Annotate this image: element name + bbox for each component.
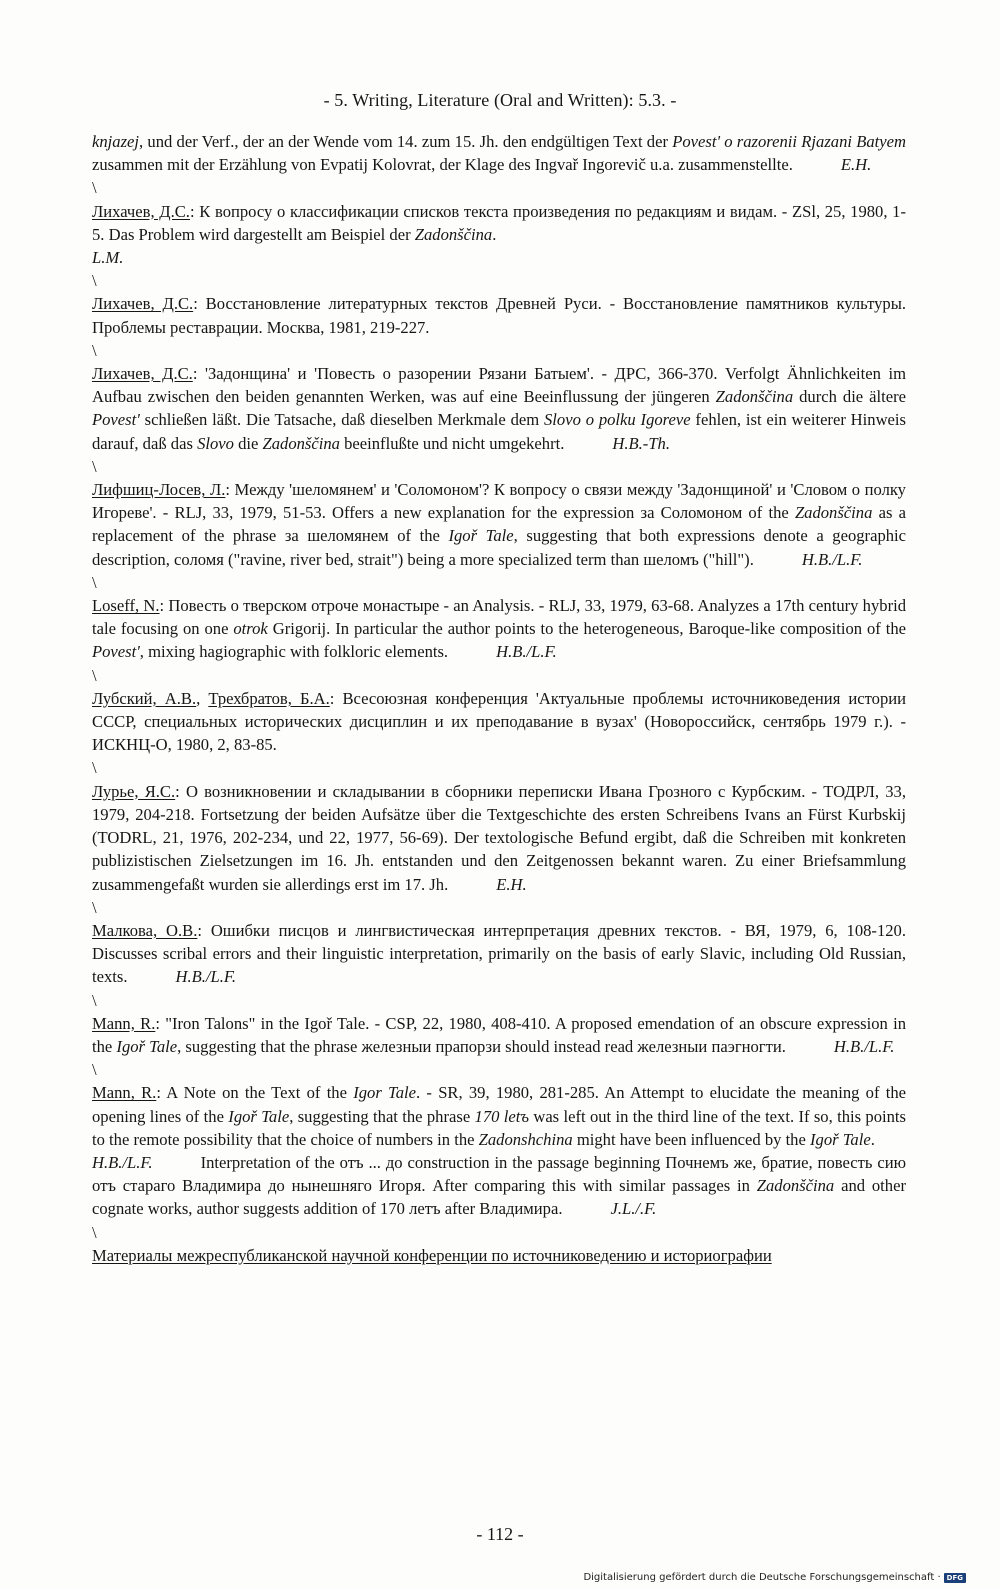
- entry-text: : "Iron Talons" in the Igoř Tale. - CSP, 22, 1980, 408-410. A proposed emendation of an obscure expression in the: [92, 1013, 906, 1056]
- entry-separator: \: [92, 1060, 97, 1080]
- entry-text: : Повесть о тверском отроче монастыре - an Analysis. - RLJ, 33, 1979, 63-68. Analyzes a 17th century hybrid tale focusing on one: [92, 596, 907, 639]
- entry-author: Лифшиц-Лосев, Л.: [92, 480, 226, 500]
- reviewer-initials: H.B./L.F.: [175, 967, 237, 987]
- entry-separator: \: [92, 456, 97, 476]
- entry-text: ,: [196, 688, 209, 708]
- bibliography-entry: [92, 478, 906, 571]
- italic-title: Igoř Tale: [116, 1036, 178, 1056]
- entry-author: Трехбратов, Б.А.: [208, 688, 330, 708]
- italic-title: Zadonshchina: [478, 1129, 573, 1149]
- italic-title: Igor Tale: [353, 1083, 417, 1103]
- entry-text: as a replacement of the phrase за шеломянем of the: [92, 503, 906, 546]
- entry-text: , mixing hagiographic with folkloric elements.: [139, 642, 449, 662]
- entry-text: : Восстановление литературных текстов Древней Руси. - Восстановление памятников культуры. Проблемы реставрации. Москва, 1981, 219-227.: [92, 294, 906, 337]
- italic-title: knjazej: [92, 132, 140, 151]
- entry-author: Материалы межреспубликанской научной конференции по источниковедению и историографии: [92, 1245, 772, 1265]
- entry-separator: \: [92, 665, 97, 685]
- italic-title: 170 letъ: [474, 1106, 529, 1126]
- italic-title: Slovo o polku Igoreve: [544, 410, 691, 430]
- credit-text: Digitalisierung gefördert durch die Deutsche Forschungsgemeinschaft ·: [583, 1572, 941, 1583]
- entry-author: Лубский, А.В.: [92, 688, 197, 708]
- entry-text: , suggesting that the phrase: [289, 1106, 475, 1126]
- entry-text: durch die ältere: [793, 387, 907, 407]
- entry-text: : Ошибки писцов и лингвистическая интерпретация древних текстов. - ВЯ, 1979, 6, 108-120. Discusses scribal errors and their linguistic interpretation, primarily on the basis of early Slavic, including Old Russian, texts.: [92, 920, 906, 987]
- page-number: - 112 -: [476, 1524, 524, 1544]
- entry-text: .: [492, 224, 497, 244]
- entry-author: Лурье, Я.С.: [92, 781, 176, 801]
- bibliography-entry: [92, 594, 906, 664]
- entry-separator: \: [92, 758, 97, 778]
- bibliography-body: [92, 130, 906, 1267]
- bibliography-entry: [92, 362, 906, 455]
- bibliography-entry: [92, 200, 906, 270]
- reviewer-initials: E.H.: [496, 874, 527, 894]
- entry-separator: \: [92, 572, 97, 592]
- italic-title: Igoř Tale: [228, 1106, 290, 1126]
- entry-separator: \: [92, 340, 97, 360]
- digitization-credit: [583, 1572, 966, 1583]
- reviewer-initials: L.M.: [92, 248, 124, 268]
- bibliography-entry: [92, 1244, 906, 1267]
- reviewer-initials: J.L./.F.: [610, 1199, 657, 1219]
- entry-text: zusammen mit der Erzählung von Evpatij Kolovrat, der Klage des Ingvař Ingorevič u.a. zusammenstellte.: [92, 155, 793, 175]
- entry-text: was left out in the third line of the text. If so, this points to the remote possibility that the choice of numbers in the: [92, 1106, 906, 1149]
- reviewer-initials: H.B.-Th.: [612, 433, 671, 453]
- entry-text: : Всесоюзная конференция 'Актуальные проблемы источниковедения истории СССР, специальных исторических дисциплин и их преподавание в вузах' (Новороссийск, сентябрь 1979 г.). - ИСКНЦ-О, 1980, 2, 83-85.: [92, 688, 907, 755]
- reviewer-initials: H.B./L.F.: [833, 1036, 895, 1056]
- entry-text: . - SR, 39, 1980, 281-285. An Attempt to elucidate the meaning of the opening lines of the: [92, 1083, 906, 1126]
- entry-text: beeinflußte und nicht umgekehrt.: [339, 433, 565, 453]
- reviewer-initials: H.B./L.F.: [496, 642, 557, 662]
- entry-text: Interpretation of the отъ ... до construction in the passage beginning Почнемъ же, братие, повесть сию отъ стараго Владимира до нынешняго Игоря. After comparing this with similar passages in: [92, 1152, 906, 1196]
- italic-title: Zadonščina: [715, 387, 794, 407]
- entry-author: Mann, R.: [92, 1013, 156, 1033]
- italic-title: Zadonščina: [414, 224, 493, 244]
- entry-separator: \: [92, 990, 97, 1010]
- bibliography-entry: [92, 780, 906, 896]
- entry-separator: \: [92, 178, 97, 198]
- entry-text: might have been influenced by the: [572, 1129, 810, 1149]
- entry-separator: \: [92, 271, 97, 291]
- entry-author: Mann, R.: [92, 1083, 157, 1103]
- italic-title: Zadonščina: [756, 1176, 835, 1196]
- reviewer-initials: H.B./L.F.: [801, 549, 863, 569]
- entry-author: Лихачев, Д.С.: [92, 294, 194, 314]
- entry-text: Grigorij. In particular the author points to the heterogeneous, Baroque-like composition of the: [267, 619, 906, 639]
- entry-text: : Между 'шеломянем' и 'Соломоном'? К вопросу о связи между 'Задонщиной' и 'Словом о полку Игореве'. - RLJ, 33, 1979, 51-53. Offers a new explanation for the expression за Соломоном of the: [92, 480, 906, 523]
- italic-title: Igoř Tale: [448, 526, 514, 546]
- italic-title: otrok: [233, 619, 268, 639]
- entry-author: Лихачев, Д.С.: [92, 201, 190, 221]
- entry-text: : A Note on the Text of the: [156, 1083, 354, 1103]
- entry-author: Малкова, О.В.: [92, 920, 198, 940]
- entry-author: Лихачев, Д.С.: [92, 364, 193, 384]
- bibliography-entry: [92, 1081, 906, 1220]
- entry-text: , und der Verf., der an der Wende vom 14. zum 15. Jh. den endgültigen Text der: [139, 132, 673, 151]
- italic-title: Slovo: [197, 433, 234, 453]
- entry-author: Loseff, N.: [92, 596, 160, 616]
- italic-title: Povest': [92, 642, 140, 662]
- entry-text: fehlen, ist ein weiterer Hinweis darauf, daß das: [92, 410, 906, 453]
- italic-title: Povest' o razorenii Rjazani Batyem: [672, 132, 906, 151]
- entry-separator: \: [92, 897, 97, 917]
- bibliography-entry: [92, 687, 906, 757]
- entry-text: and other cognate works, author suggests addition of 170 летъ after Владимира.: [92, 1176, 906, 1219]
- bibliography-entry: [92, 292, 906, 338]
- reviewer-initials: H.B./L.F.: [92, 1152, 153, 1172]
- italic-title: Zadonščina: [794, 503, 873, 523]
- italic-title: Igoř Tale: [810, 1129, 871, 1149]
- entry-text: die: [233, 433, 263, 453]
- entry-text: , suggesting that the phrase железныи прапорзи should instead read железныи паэгногти.: [177, 1036, 786, 1056]
- bibliography-entry: [92, 130, 906, 176]
- dfg-logo-icon: DFG: [944, 1573, 966, 1583]
- entry-text: .: [870, 1129, 875, 1149]
- entry-text: : К вопросу о классификации списков текста произведения по редакциям и видам. - ZSl, 25, 1980, 1-5. Das Problem wird dargestellt am Beispiel der: [92, 201, 906, 244]
- entry-text: schließen läßt. Die Tatsache, daß dieselben Merkmale dem: [139, 410, 544, 430]
- entry-text: , suggesting that both expressions denote a geographic description, соломя ("ravine, river bed, strait") being a more specialized term than шеломъ ("hill").: [92, 526, 907, 569]
- bibliography-entry: [92, 919, 906, 989]
- entry-text: : 'Задонщина' и 'Повесть о разорении Рязани Батыем'. - ДРС, 366-370. Verfolgt Ähnlichkeiten im Aufbau zwischen den beiden genannten Werken, was auf eine Beeinflussung der jüngeren: [92, 364, 906, 407]
- entry-separator: \: [92, 1222, 97, 1242]
- italic-title: Povest': [92, 410, 140, 430]
- italic-title: Zadonščina: [262, 433, 340, 453]
- entry-text: : О возникновении и складывании в сборники переписки Ивана Грозного с Курбским. - ТОДРЛ, 33, 1979, 204-218. Fortsetzung der beiden Aufsätze über die Textgeschichte des ersten Schreibens Ivans an Fürst Kurbskij (TODRL, 21, 1976, 202-234, und 22, 1977, 56-69). Der textologische Befund ergibt, daß die Schreiben mit konkreten publizistischen Zielsetzungen im 16. Jh. entstanden und den Zeitgenossen bekannt waren. Zu einer Briefsammlung zusammengefaßt wurden sie allerdings erst im 17. Jh.: [92, 781, 906, 894]
- running-header: - 5. Writing, Literature (Oral and Written): 5.3. -: [323, 90, 677, 110]
- bibliography-entry: [92, 1012, 906, 1058]
- reviewer-initials: E.H.: [840, 155, 872, 175]
